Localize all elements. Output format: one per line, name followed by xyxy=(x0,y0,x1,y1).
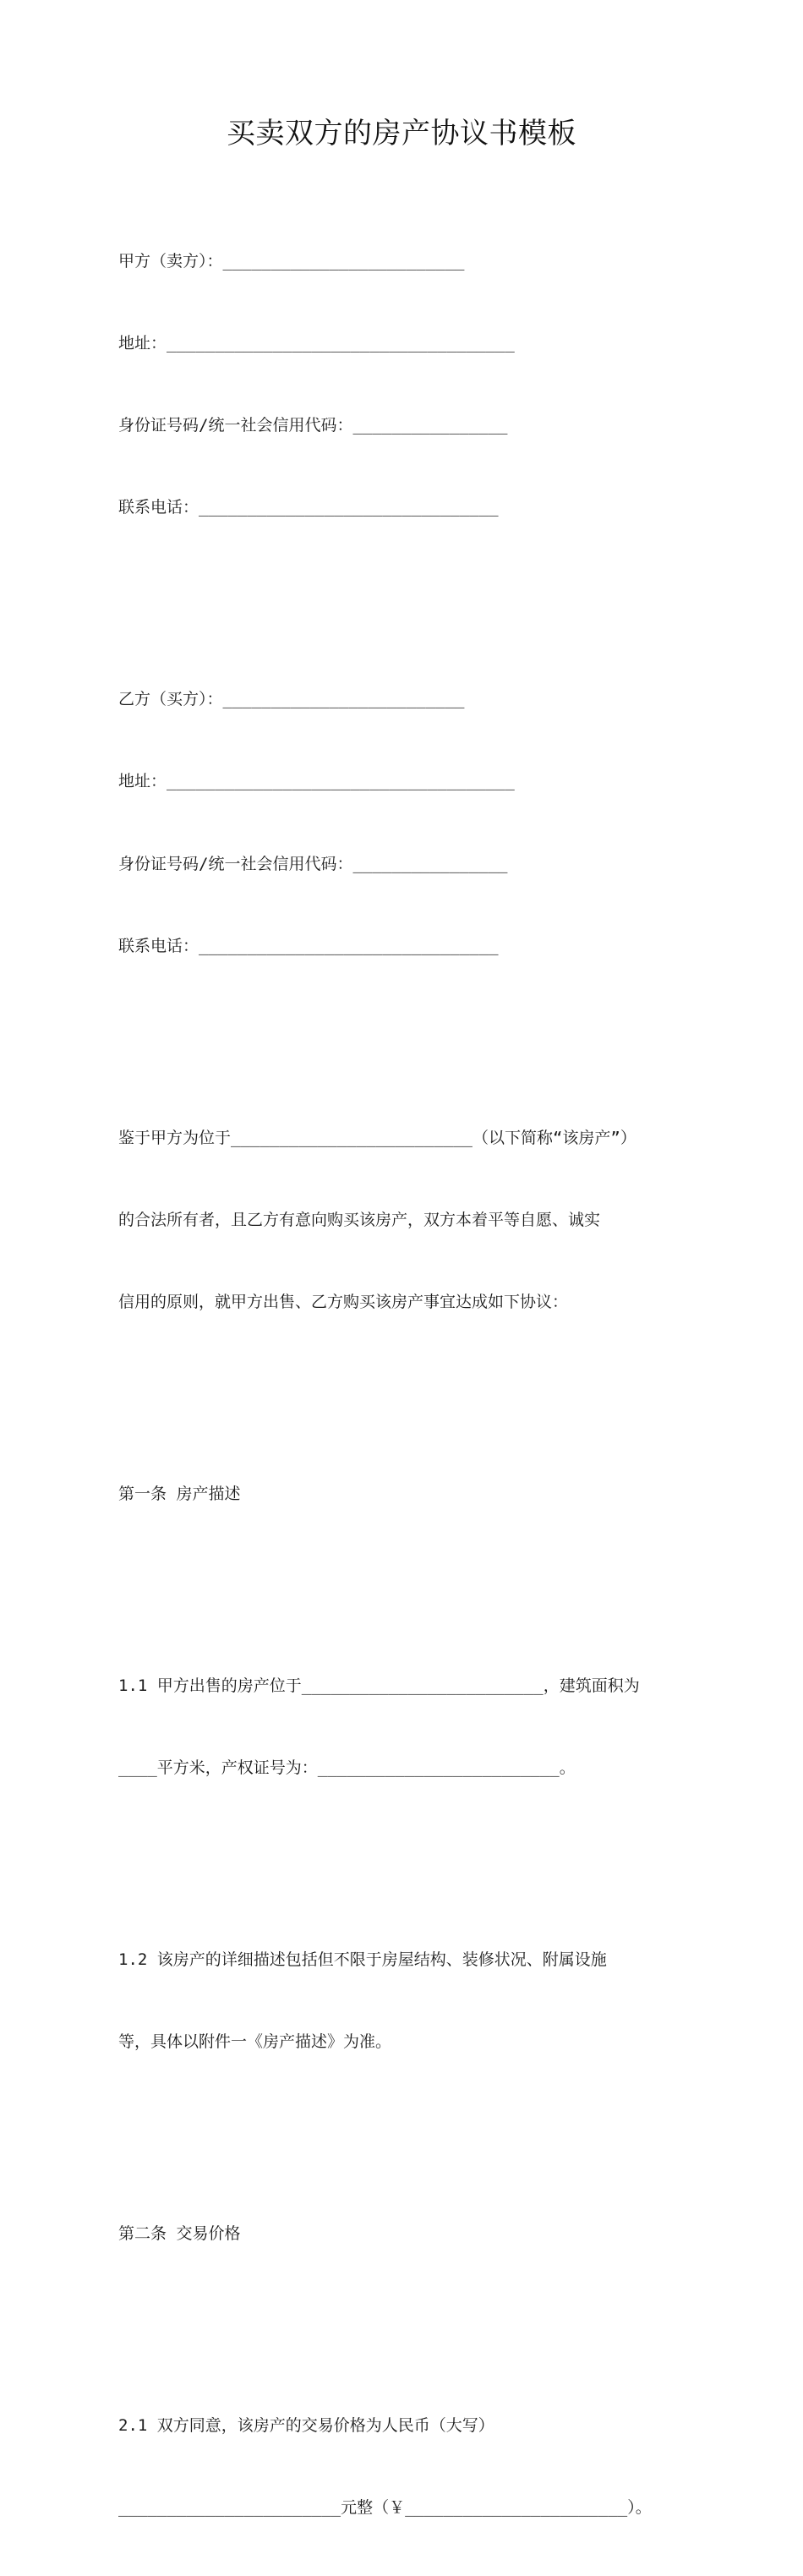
party-b-address-line: 地址：____________________________________ xyxy=(118,772,515,791)
spacer xyxy=(118,577,676,604)
party-b-phone-line: 联系电话：_______________________________ xyxy=(118,936,499,955)
spacer xyxy=(118,2302,676,2329)
party-b-id-line: 身份证号码/统一社会信用代码：________________ xyxy=(118,854,508,873)
preamble-line: 信用的原则，就甲方出售、乙方购买该房产事宜达成如下协议： xyxy=(118,1293,569,1312)
spacer xyxy=(118,1562,676,1589)
document-title: 买卖双方的房产协议书模板 xyxy=(227,117,576,150)
preamble-line: 鉴于甲方为位于_________________________（以下简称“该房产”） xyxy=(118,1128,636,1147)
clause-1-2-line: 1.2 该房产的详细描述包括但不限于房屋结构、装修状况、附属设施 xyxy=(118,1950,607,1969)
clause-1-1-line: ____平方米，产权证号为：_________________________。 xyxy=(118,1758,576,1777)
preamble-line: 的合法所有者，且乙方有意向购买该房产，双方本着平等自愿、诚实 xyxy=(118,1210,601,1229)
spacer xyxy=(118,1015,676,1042)
clause-2-1-line: _______________________元整（￥_______________________）。 xyxy=(118,2497,652,2517)
clause-1-1-line: 1.1 甲方出售的房产位于_________________________，建筑面积为 xyxy=(118,1676,640,1695)
spacer xyxy=(118,1370,676,1397)
article-1-heading: 第一条 房产描述 xyxy=(118,1484,241,1503)
party-a-phone-line: 联系电话：_______________________________ xyxy=(118,498,499,517)
party-b-name-line: 乙方（买方）：_________________________ xyxy=(118,690,465,709)
spacer xyxy=(118,1836,676,1863)
clause-2-1-line: 2.1 双方同意，该房产的交易价格为人民币（大写） xyxy=(118,2415,494,2435)
article-2-heading: 第二条 交易价格 xyxy=(118,2223,241,2243)
spacer xyxy=(118,2110,676,2137)
document-body xyxy=(118,193,676,2576)
clause-1-2-line: 等，具体以附件一《房产描述》为准。 xyxy=(118,2032,392,2051)
party-a-name-line: 甲方（卖方）：_________________________ xyxy=(118,251,465,271)
party-a-address-line: 地址：____________________________________ xyxy=(118,334,515,353)
party-a-id-line: 身份证号码/统一社会信用代码：________________ xyxy=(118,416,508,435)
